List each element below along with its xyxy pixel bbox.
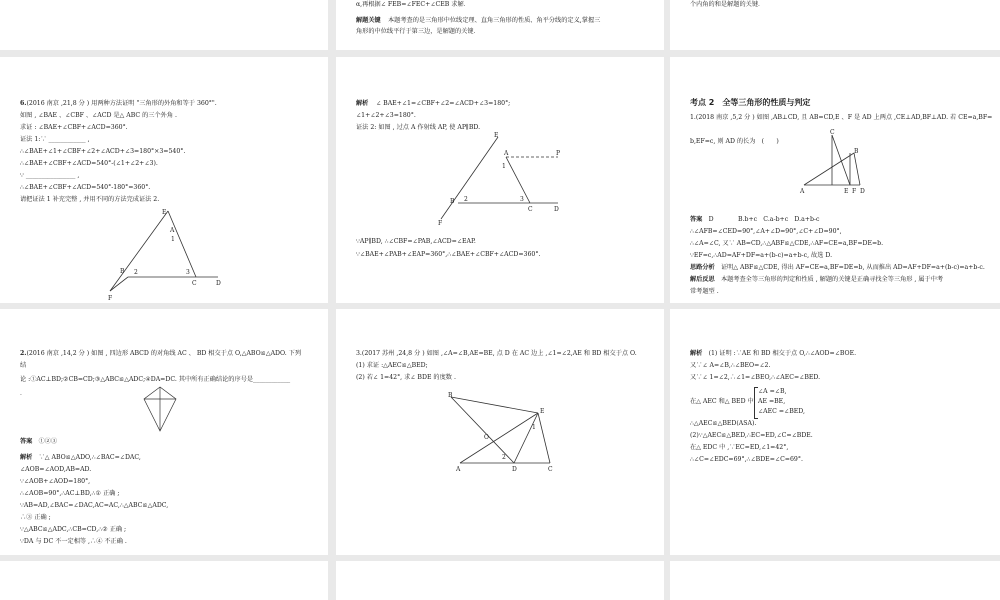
- text-line: 请把证法 1 补充完整 , 并用不同的方法完成证法 2.: [20, 196, 160, 203]
- text-line: 本题考查的是三角形中位线定理、直角三角形的性质、角平分线的定义,掌握三: [388, 17, 601, 24]
- text-line: ∠1+∠2+∠3=180°.: [356, 112, 416, 119]
- page-bottom-left: [0, 561, 328, 600]
- analysis-text: 证明△ ABF≌△CDE, 得出 AF=CE=a,BF=DE=b, 从而推出 AD=AF+DF=a+(b-c)=a+b-c.: [720, 264, 985, 271]
- answer-value: D: [708, 216, 714, 223]
- label-3: 3: [186, 269, 190, 276]
- solution-label: 解析: [20, 454, 33, 461]
- label-2: 2: [464, 196, 468, 203]
- reflection-text: 本题考查全等三角形的判定和性质 , 解题的关键是正确寻找全等三角形 , 属于中考: [720, 276, 944, 283]
- label-b: B: [450, 198, 455, 205]
- label-a: A: [504, 150, 509, 157]
- text-line: 论 :①AC⊥BD;②CB=CD;③△ABC≌△ADC;④DA=DC. 其中所有正确结论的序号是____________: [20, 376, 291, 383]
- parallel-ray-figure: [436, 131, 586, 227]
- text-line: 在△ AEC 和△ BED 中: [690, 398, 754, 405]
- congruent-triangles-figure: [798, 129, 878, 199]
- text-line: ∵△ ABO≌△ADO,∴∠BAC=∠DAC,: [38, 454, 141, 461]
- text-line: ∠ BAE+∠1=∠CBF+∠2=∠ACD+∠3=180°;: [376, 100, 511, 107]
- label-c: C: [528, 206, 533, 213]
- text-line: ∠A =∠B,: [758, 388, 787, 395]
- question-head: 3.(2017 苏州 ,24,8 分 ) 如图 ,∠A=∠B,AE=BE, 点 D 在 AC 边上 ,∠1=∠2,AE 和 BD 相交于点 O.: [356, 350, 637, 357]
- analysis-label: 思路分析: [690, 264, 715, 271]
- text-line: 常考题型 .: [690, 288, 719, 295]
- label-2: 2: [134, 269, 138, 276]
- text-line: AE =BE,: [758, 398, 786, 405]
- label-c: C: [548, 466, 553, 473]
- text-line: ∠AEC =∠BED,: [758, 408, 806, 415]
- triangle-exterior-angle-figure: [100, 207, 230, 302]
- page-top-right: [670, 0, 1000, 50]
- answer-options: B.b+c C.a-b+c D.a+b-c: [738, 216, 820, 223]
- page-bottom-mid: [336, 561, 664, 600]
- answer-label: 答案: [20, 438, 33, 445]
- text-line: ∵∠AOB+∠AOD=180°,: [20, 478, 91, 485]
- label-f: F: [108, 295, 113, 302]
- text-line: ∴③ 正确 ;: [20, 514, 51, 521]
- text-line: (2)∵△AEC≌△BED,∴EC=ED,∠C=∠BDE.: [690, 432, 813, 439]
- label-b: B: [854, 148, 859, 155]
- label-2: 2: [502, 454, 506, 461]
- text-line: ．: [20, 390, 27, 397]
- label-f: F: [438, 220, 443, 227]
- label-e: E: [494, 132, 499, 139]
- key-label: 解题关键: [356, 17, 381, 24]
- text-line: ∠AOB=∠AOD,AB=AD.: [20, 466, 92, 473]
- text-line: (1) 证明 :∵AE 和 BD 相交于点 O,∴∠AOD=∠BOE.: [708, 350, 857, 357]
- text-line: 证法 2: 如图 , 过点 A 作射线 AP, 使 AP∥BD.: [356, 124, 481, 131]
- label-p: P: [556, 150, 561, 157]
- page-q2: [0, 309, 328, 555]
- page-top-left: [0, 0, 328, 50]
- label-b: B: [448, 392, 453, 399]
- label-e: E: [844, 188, 849, 195]
- page-kp2: [670, 57, 1000, 303]
- text-line: ∵EF=c,∴AD=AF+DF=a+(b-c)=a+b-c, 故选 D.: [690, 252, 833, 259]
- text-line: 求证 : ∠BAE+∠CBF+∠ACD=360°.: [20, 124, 128, 131]
- question-head: 1.(2018 南京 ,5,2 分 ) 如图 ,AB⊥CD, 且 AB=CD,E 、F 是 AD 上两点 ,CE⊥AD,BF⊥AD. 若 CE=a,BF=: [690, 114, 993, 121]
- question-head: (2016 南京 ,21,8 分 ) 用两种方法证明 "三角形的外角和等于 360°".: [26, 100, 217, 107]
- question-head: b,EF=c, 则 AD 的长为 ( ): [690, 138, 779, 145]
- text-line: α,再根据∠ FEB=∠FEC+∠CEB 求解．: [356, 1, 470, 8]
- kite-figure: [140, 385, 180, 435]
- label-1: 1: [171, 236, 175, 243]
- label-c: C: [830, 129, 835, 136]
- label-o: O: [484, 434, 489, 441]
- text-line: ∴∠AFB=∠CED=90°,∠A+∠D=90°,∠C+∠D=90°,: [690, 228, 842, 235]
- text-line: ∵∠BAE+∠PAB+∠EAP=360°,∴∠BAE+∠CBF+∠ACD=360°.: [356, 251, 541, 258]
- text-line: ∵DA 与 DC 不一定相等 ,∴④ 不正确 .: [20, 538, 127, 545]
- text-line: (1) 求证 :△AEC≌△BED;: [356, 362, 428, 369]
- solution-label: 解析: [690, 350, 703, 357]
- label-3: 3: [520, 196, 524, 203]
- text-line: ∵AP∥BD, ∴∠CBF=∠PAB,∠ACD=∠EAP.: [356, 238, 476, 245]
- page-top-mid: [336, 0, 664, 50]
- answer-label: 答案: [690, 216, 703, 223]
- label-d: D: [512, 466, 517, 473]
- text-line: 在△ EDC 中 ,∵EC=ED,∠1=42°,: [690, 444, 789, 451]
- text-line: ∴∠AOB=90°,∴AC⊥BD,∴① 正确 ;: [20, 490, 120, 497]
- text-line: ∵ ________________ ,: [20, 172, 80, 179]
- solution-label: 解析: [356, 100, 369, 107]
- label-d: D: [216, 280, 221, 287]
- text-line: 如图 , ∠BAE 、∠CBF 、∠ACD 是△ ABC 的三个外角 .: [20, 112, 177, 119]
- label-1: 1: [502, 163, 506, 170]
- section-title: 考点 2 全等三角形的性质与判定: [690, 98, 811, 107]
- label-a: A: [800, 188, 805, 195]
- text-line: (2) 若∠ 1=42°, 求∠ BDE 的度数 .: [356, 374, 456, 381]
- label-a: A: [170, 227, 175, 234]
- label-e: E: [540, 408, 545, 415]
- reflection-label: 解后反思: [690, 276, 715, 283]
- label-d: D: [860, 188, 865, 195]
- label-c: C: [192, 280, 197, 287]
- text-line: ∴∠BAE+∠CBF+∠ACD=540°-(∠1+∠2+∠3).: [20, 160, 158, 167]
- text-line: 又∵∠ 1=∠2,∴∠1=∠BEO,∴∠AEC=∠BED.: [690, 374, 821, 381]
- page-q3: [336, 309, 664, 555]
- text-line: ∴∠BAE+∠CBF+∠ACD=540°-180°=360°.: [20, 184, 151, 191]
- text-line: 又∵∠ A=∠B,∴∠BEO=∠2.: [690, 362, 771, 369]
- page-q6-solution: [336, 57, 664, 303]
- text-line: 证法 1:∵ ____________ ,: [20, 136, 90, 143]
- text-line: 角形的中位线平行于第三边，是解题的关键．: [356, 28, 480, 35]
- question-number: 2.: [20, 350, 27, 357]
- text-line: 结: [20, 362, 27, 369]
- label-f: F: [852, 188, 857, 195]
- question-head: (2016 南京 ,14,2 分 ) 如图 , 四边形 ABCD 的对角线 AC 、 BD 相交于点 O,△ABO≌△ADO. 下列: [26, 350, 302, 357]
- label-b: B: [120, 268, 125, 275]
- page-q3-solution: [670, 309, 1000, 555]
- text-line: ∵AB=AD,∠BAC=∠DAC,AC=AC,∴△ABC≌△ADC,: [20, 502, 169, 509]
- label-d: D: [554, 206, 559, 213]
- label-a: A: [456, 466, 461, 473]
- question-number: 6.: [20, 100, 27, 107]
- label-1: 1: [532, 424, 536, 431]
- text-line: ∴∠BAE+∠1+∠CBF+∠2+∠ACD+∠3=180°×3=540°.: [20, 148, 186, 155]
- text-line: ∴∠C=∠EDC=69°,∴∠BDE=∠C=69°.: [690, 456, 803, 463]
- text-line: ∴∠A=∠C, 又∵ AB=CD,∴△ABF≌△CDE,∴AF=CE=a,BF=DE=b.: [690, 240, 884, 247]
- page-q6: [0, 57, 328, 303]
- page-bottom-right: [670, 561, 1000, 600]
- congruent-triangles-figure: [446, 389, 566, 475]
- answer-value: ①②③: [38, 438, 58, 445]
- text-line: ∴△AEC≌△BED(ASA).: [690, 420, 757, 427]
- label-e: E: [162, 209, 167, 216]
- text-line: 个内角的和是解题的关键．: [690, 1, 765, 8]
- text-line: ∵△ABC≌△ADC,∴CB=CD,∴② 正确 ;: [20, 526, 127, 533]
